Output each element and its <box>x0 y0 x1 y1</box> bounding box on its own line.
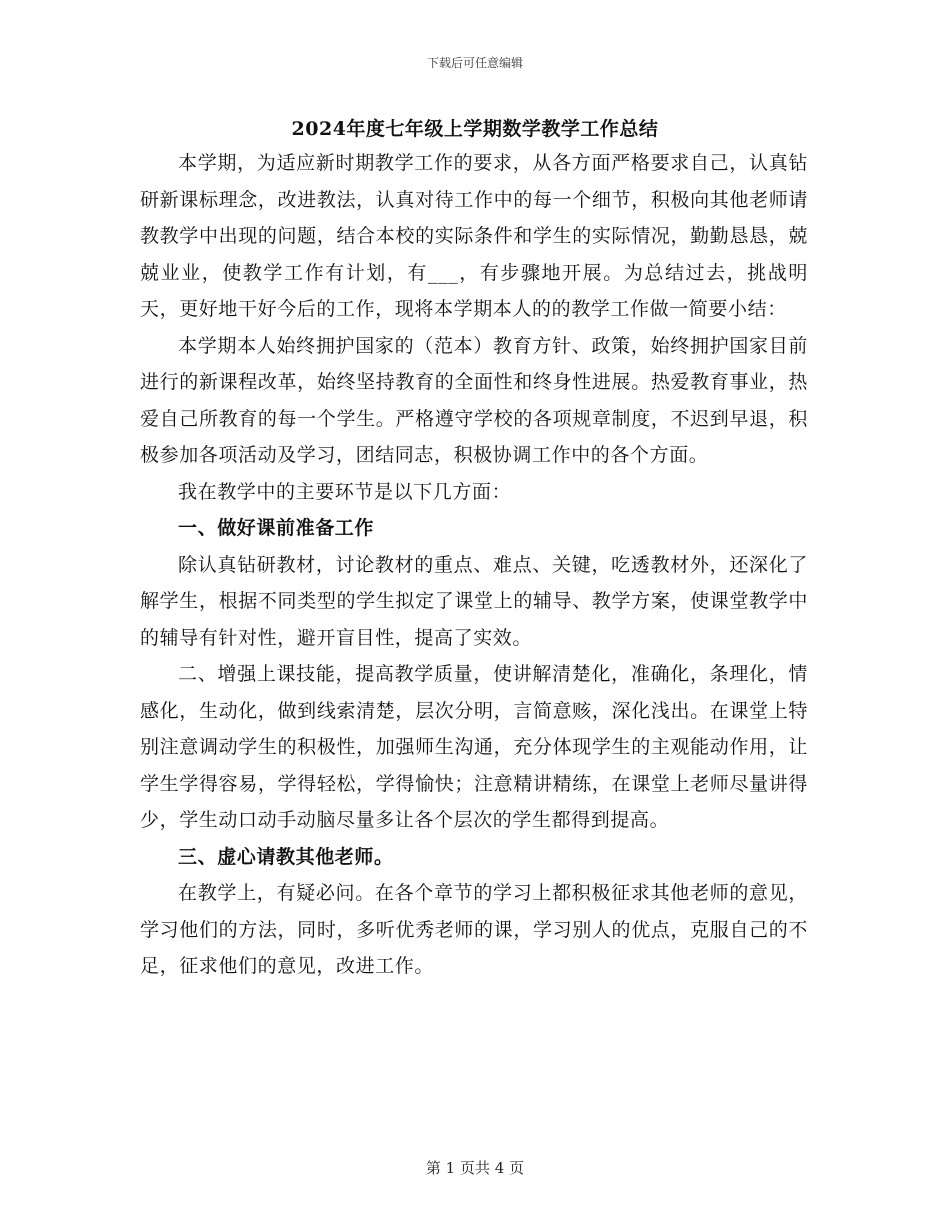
page-number: 第 1 页共 4 页 <box>425 1159 525 1177</box>
paragraph-preparation: 除认真钻研教材，讨论教材的重点、难点、关键，吃透教材外，还深化了解学生，根据不同类型的学生拟定了课堂上的辅导、教学方案，使课堂教学中的辅导有针对性，避开盲目性，提高了实效。 <box>140 553 808 649</box>
paragraph-intro: 本学期，为适应新时期教学工作的要求，从各方面严格要求自己，认真钻研新课标理念，改进教法，认真对待工作中的每一个细节，积极向其他老师请教教学中出现的问题，结合本校的实际条件和学生的实际情况，勤勤恳恳，兢兢业业，使教学工作有计划，有___，有步骤地开展。为总结过去，挑战明天，更好地干好今后的工作，现将本学期本人的的教学工作做一简要小结： <box>140 152 808 320</box>
paragraph-principles: 本学期本人始终拥护国家的（范本）教育方针、政策，始终拥护国家目前进行的新课程改革，始终坚持教育的全面性和终身性进展。热爱教育事业，热爱自己所教育的每一个学生。严格遵守学校的各项规章制度，不迟到早退，积极参加各项活动及学习，团结同志，积极协调工作中的各个方面。 <box>140 334 808 466</box>
paragraph-main-aspects: 我在教学中的主要环节是以下几方面： <box>178 480 512 503</box>
header-note: 下载后可任意编辑 <box>426 56 523 70</box>
document-title: 2024年度七年级上学期数学教学工作总结 <box>291 118 659 140</box>
paragraph-consult-teachers: 在教学上，有疑必问。在各个章节的学习上都积极征求其他老师的意见，学习他们的方法，同时，多听优秀老师的课，学习别人的优点，克服自己的不足，征求他们的意见，改进工作。 <box>140 882 808 977</box>
document-body <box>140 145 808 985</box>
paragraph-teaching-skills: 二、增强上课技能，提高教学质量，使讲解清楚化，准确化，条理化，情感化，生动化，做到线索清楚，层次分明，言简意赅，深化浅出。在课堂上特别注意调动学生的积极性，加强师生沟通，充分体现学生的主观能动作用，让学生学得容易，学得轻松，学得愉快；注意精讲精练，在课堂上老师尽量讲得少，学生动口动手动脑尽量多让各个层次的学生都得到提高。 <box>140 663 808 831</box>
section-heading-3: 三、虚心请教其他老师。 <box>178 845 394 868</box>
section-heading-1: 一、做好课前准备工作 <box>178 517 375 539</box>
